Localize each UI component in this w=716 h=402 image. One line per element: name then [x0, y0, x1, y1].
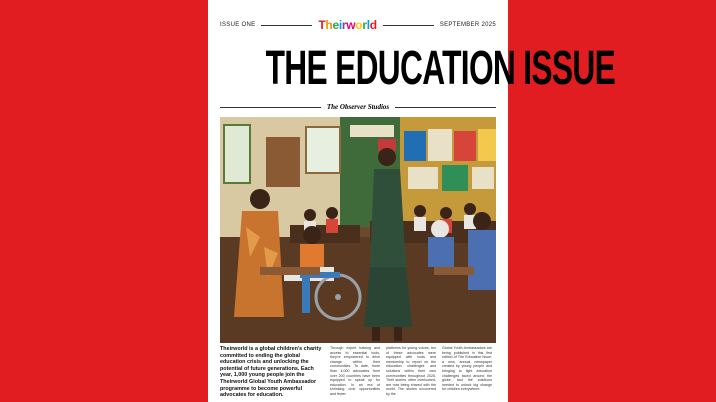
logo-letter: w — [346, 18, 356, 32]
publisher-row — [220, 102, 496, 112]
masthead — [220, 18, 496, 32]
logo-letter: r — [341, 18, 347, 32]
classroom-photo — [220, 117, 496, 343]
cover-headline: THE EDUCATION ISSUE — [265, 42, 616, 95]
logo-letter: r — [362, 18, 367, 32]
body-column-1: Through expert training and access to essential tools, they're empowered to drive change within their communities. To date, more than 4,000 advocates from over 200 countries have been equipped to speak up for education. In an era of shrinking civic opportunities and fewer — [330, 346, 380, 396]
logo-letter: d — [369, 18, 377, 32]
logo-letter: e — [332, 18, 339, 32]
masthead-rule-right — [383, 25, 434, 26]
intro-paragraph: Theirworld is a global children's charity committed to ending the global education crisis and unlocking the potential of future generations. Each year, 1,000 young people join the Theirworld Global Youth Ambassador programme to become powerful advocates for education. — [220, 346, 322, 399]
publisher-rule-right — [395, 107, 496, 108]
body-column-2: platforms for young voices, ten of these advocates were equipped with tools and mentorship to report on the education challenges and solutions within their own communities throughout 2025. Their stories, often overlooked, are now being shared with the world. The stories uncovered by the — [386, 346, 436, 396]
logo-letter: h — [325, 18, 333, 32]
body-column-3: Global Youth Ambassadors are being published in this first edition of The Education Issue: a new, annual newspaper created by young people and bringing to light education challenges faced around the globe, and the solutions needed to unlock big change for children everywhere. — [442, 346, 492, 392]
publisher-rule-left — [220, 107, 321, 108]
theirworld-logo — [318, 18, 376, 32]
issue-date: SEPTEMBER 2025 — [439, 22, 496, 28]
logo-letter: o — [355, 18, 363, 32]
issue-label: ISSUE ONE — [220, 22, 256, 28]
publisher-brand: The Observer Studios — [326, 103, 390, 111]
logo-letter: l — [366, 18, 370, 32]
logo-letter: T — [318, 18, 326, 32]
logo-letter: i — [338, 18, 342, 32]
newspaper-cover — [208, 0, 616, 402]
masthead-rule-left — [261, 25, 312, 26]
